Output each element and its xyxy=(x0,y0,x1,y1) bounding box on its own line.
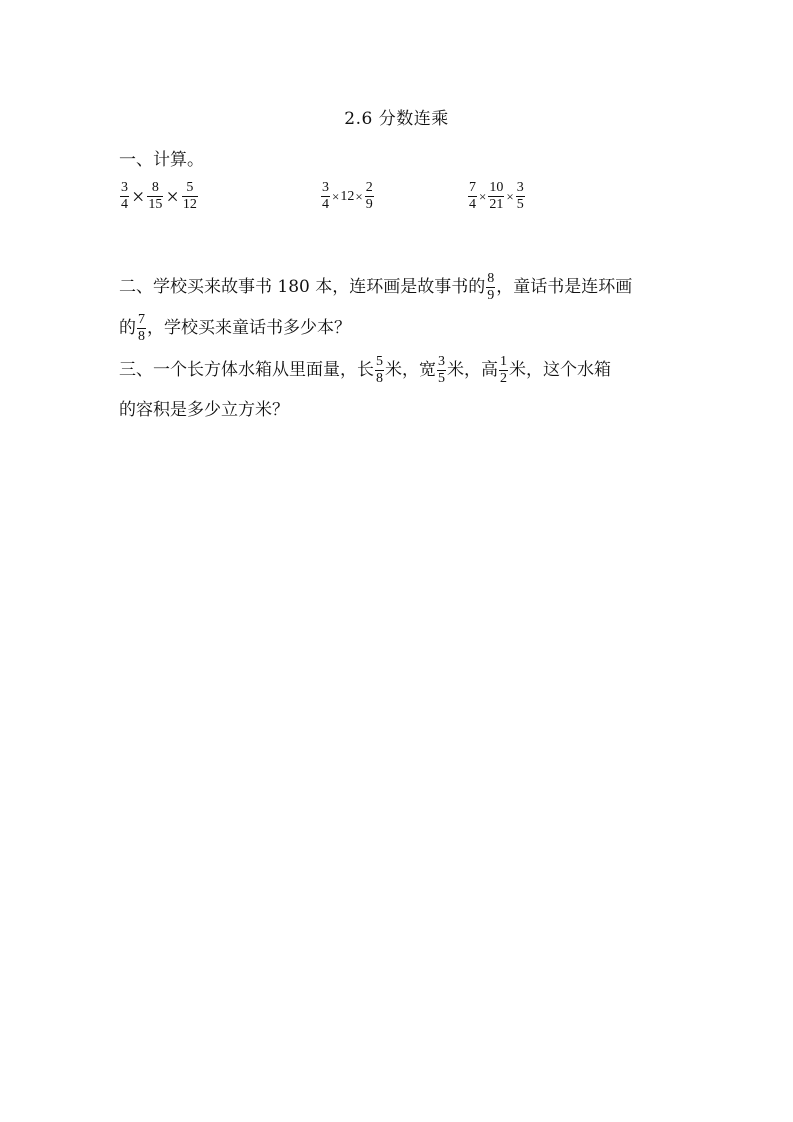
fraction: $\frac{10}{21}$ xyxy=(489,180,504,212)
section3-line1: 三、一个长方体水箱从里面量，长 $\frac{5}{8}$ 米，宽 $\frac{3}{5}$ 米，高 $\frac{1}{2}$ 米，这个水箱 xyxy=(119,354,611,386)
fraction: $\frac{8}{15}$ xyxy=(148,180,163,212)
fraction: $\frac{2}{9}$ xyxy=(365,180,373,212)
integer: 12 xyxy=(340,188,355,204)
fraction: $\frac{7}{4}$ xyxy=(469,180,476,212)
fraction: $\frac{3}{4}$ xyxy=(121,180,128,212)
section1-heading: 一、计算。 xyxy=(119,150,204,170)
times-operator: × xyxy=(132,183,145,209)
fraction: $\frac{3}{4}$ xyxy=(322,180,329,212)
page-title: 2.6 分数连乘 xyxy=(344,109,449,129)
times-operator: × xyxy=(506,188,514,204)
times-operator: × xyxy=(332,188,340,204)
expression-1 xyxy=(119,180,199,213)
fraction: $\frac{5}{8}$ xyxy=(376,354,383,386)
expression-2 xyxy=(320,180,375,213)
times-operator: × xyxy=(479,188,487,204)
times-operator: × xyxy=(355,188,363,204)
fraction: $\frac{3}{5}$ xyxy=(516,180,524,212)
fraction: $\frac{7}{8}$ xyxy=(138,312,145,344)
section2-line1: 二、学校买来故事书 180 本，连环画是故事书的 $\frac{8}{9}$ ，童话书是连环画 xyxy=(119,271,633,303)
fraction: $\frac{3}{5}$ xyxy=(438,354,445,386)
times-operator: × xyxy=(166,183,179,209)
section2-line2: 的 $\frac{7}{8}$ ，学校买来童话书多少本？ xyxy=(119,312,351,344)
expression-3 xyxy=(467,180,526,213)
fraction: $\frac{1}{2}$ xyxy=(500,354,507,386)
fraction: $\frac{5}{12}$ xyxy=(182,180,197,212)
section3-line2: 的容积是多少立方米？ xyxy=(119,400,289,420)
fraction: $\frac{8}{9}$ xyxy=(487,271,495,303)
